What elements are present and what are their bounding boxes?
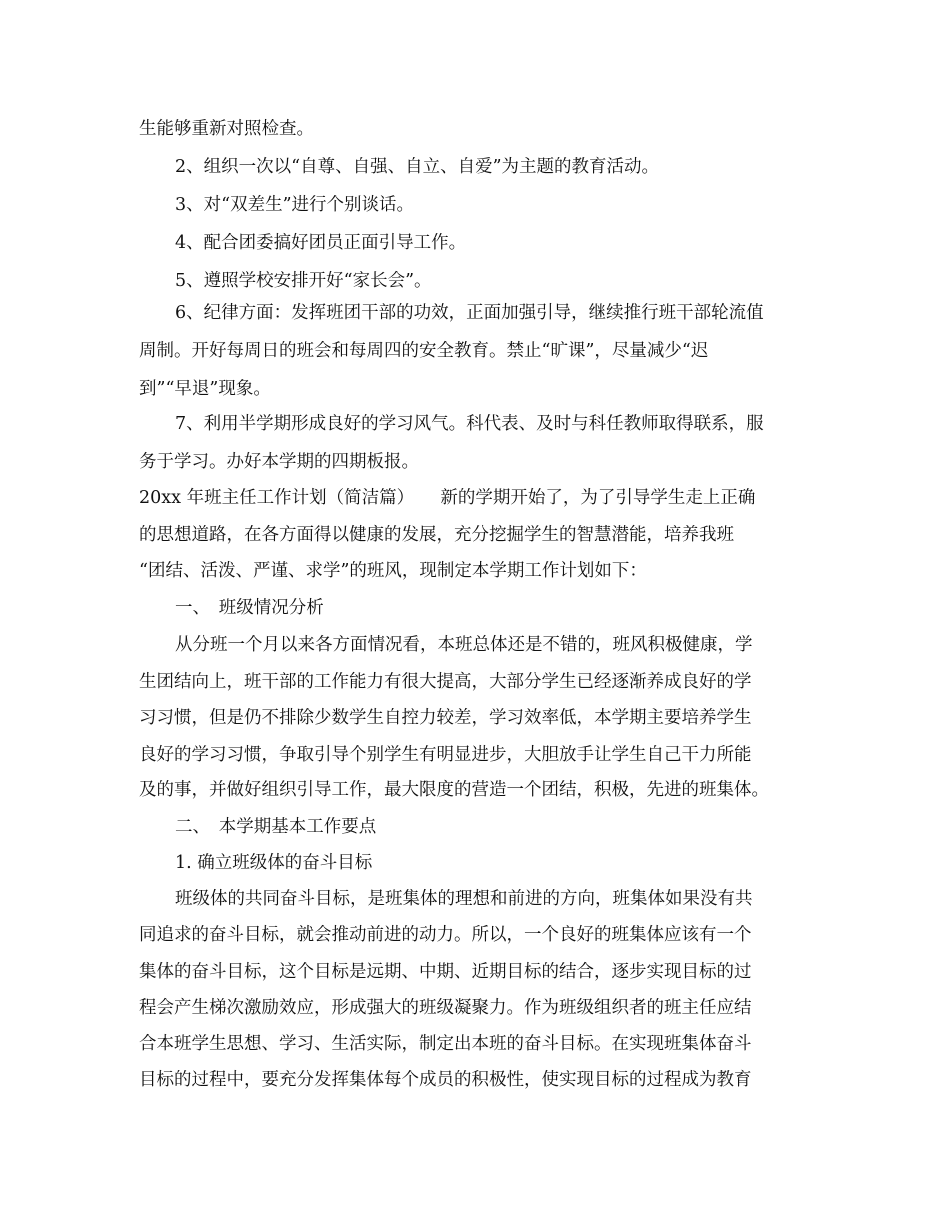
text-line: 生能够重新对照检查。: [139, 119, 314, 139]
text-line: 的思想道路，在各方面得以健康的发展，充分挖掘学生的智慧潜能，培养我班: [139, 525, 734, 545]
text-line: 6、纪律方面：发挥班团干部的功效，正面加强引导，继续推行班干部轮流值: [175, 303, 764, 323]
text-line: 周制。开好每周日的班会和每周四的安全教育。禁止“旷课”，尽量减少“迟: [139, 341, 709, 361]
text-line: 班级体的共同奋斗目标，是班集体的理想和前进的方向，班集体如果没有共: [175, 889, 753, 909]
text-line: 同追求的奋斗目标，就会推动前进的动力。所以，一个良好的班集体应该有一个: [139, 925, 752, 945]
text-line: 3、对“双差生”进行个别谈话。: [175, 195, 415, 215]
text-line: 5、遵照学校安排开好“家长会”。: [175, 271, 432, 291]
text-line: 程会产生梯次激励效应，形成强大的班级凝聚力。作为班级组织者的班主任应结: [139, 998, 752, 1018]
text-line: 合本班学生思想、学习、生活实际，制定出本班的奋斗目标。在实现班集体奋斗: [139, 1034, 752, 1054]
text-line: “团结、活泼、严谨、求学”的班风，现制定本学期工作计划如下：: [139, 561, 647, 581]
text-line: 生团结向上，班干部的工作能力有很大提高，大部分学生已经逐渐养成良好的学: [139, 672, 752, 692]
section-heading: 一、 班级情况分析: [175, 598, 324, 618]
text-line: 及的事，并做好组织引导工作，最大限度的营造一个团结，积极，先进的班集体。: [139, 780, 769, 800]
text-line: 到”“早退”现象。: [139, 379, 271, 399]
text-line: 习习惯，但是仍不排除少数学生自控力较差，学习效率低，本学期主要培养学生: [139, 708, 752, 728]
section-heading: 二、 本学期基本工作要点: [175, 817, 377, 837]
text-line: 4、配合团委搞好团员正面引导工作。: [175, 233, 467, 253]
text-line: 务于学习。办好本学期的四期板报。: [139, 452, 419, 472]
subsection-heading: 1. 确立班级体的奋斗目标: [175, 853, 373, 873]
text-line: 目标的过程中，要充分发挥集体每个成员的积极性，使实现目标的过程成为教育: [139, 1070, 752, 1090]
text-line: 良好的学习习惯，争取引导个别学生有明显进步，大胆放手让学生自己干力所能: [139, 745, 752, 765]
text-line: 7、利用半学期形成良好的学习风气。科代表、及时与科任教师取得联系，服: [175, 414, 764, 434]
text-line: 从分班一个月以来各方面情况看，本班总体还是不错的，班风积极健康，学: [175, 635, 753, 655]
text-line: 集体的奋斗目标，这个目标是远期、中期、近期目标的结合，逐步实现目标的过: [139, 962, 752, 982]
text-line: 2、组织一次以“自尊、自强、自立、自爱”为主题的教育活动。: [175, 157, 660, 177]
text-line: 20xx 年班主任工作计划（简洁篇） 新的学期开始了，为了引导学生走上正确: [139, 488, 756, 508]
